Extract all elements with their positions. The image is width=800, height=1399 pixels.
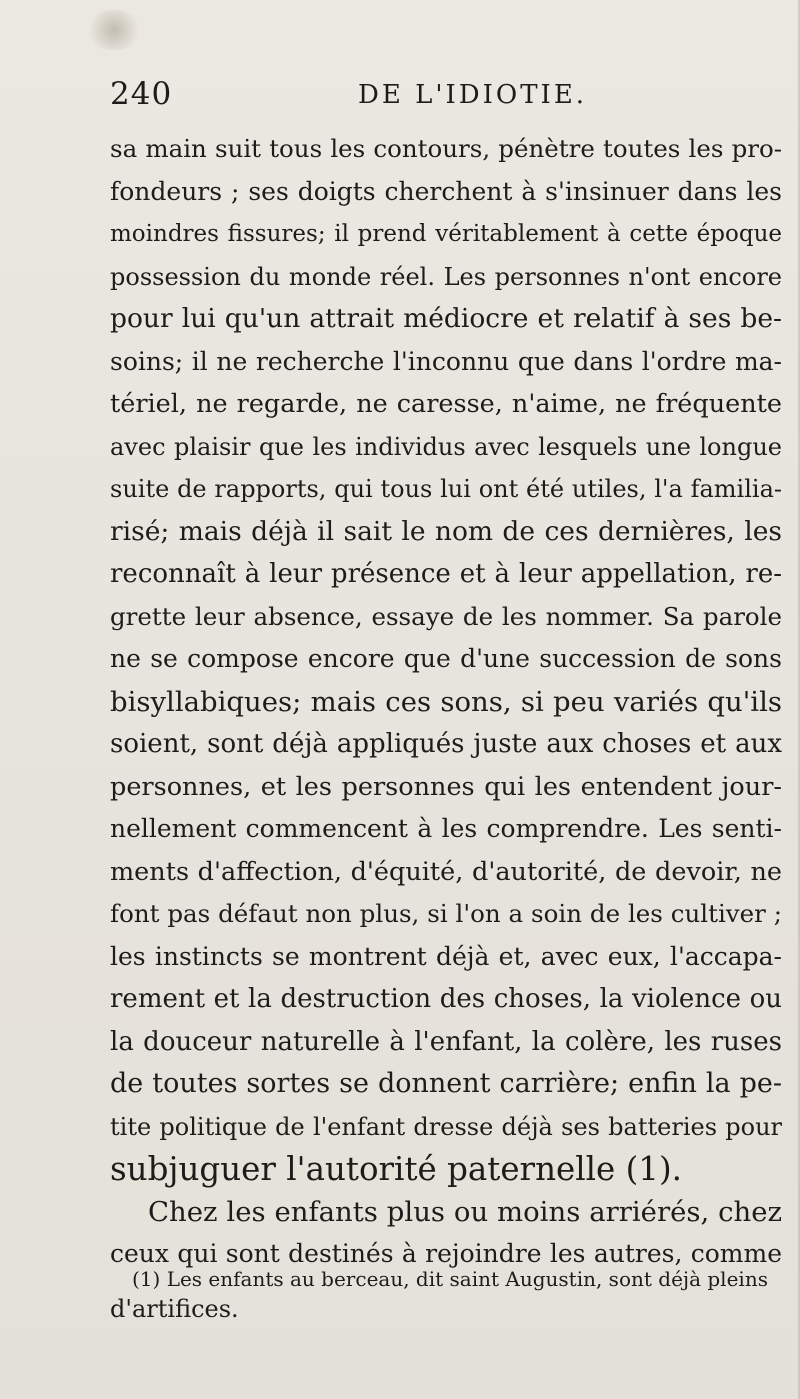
text-line: ne se compose encore que d'une succession de sons [110, 644, 782, 673]
text-line: fondeurs ; ses doigts cherchent à s'insinuer dans les [110, 176, 782, 206]
text-line: rement et la destruction des choses, la violence ou [110, 984, 782, 1014]
text-line: soins; il ne recherche l'inconnu que dans l'ordre ma- [110, 346, 782, 376]
text-line: ceux qui sont destinés à rejoindre les autres, comme [110, 1239, 782, 1268]
footnote-line: (1) Les enfants au berceau, dit saint Augustin, sont déjà pleins [132, 1267, 768, 1291]
text-line: font pas défaut non plus, si l'on a soin de les cultiver ; [110, 899, 782, 928]
body-text [110, 128, 782, 1276]
footnotes [110, 1264, 782, 1324]
text-line: subjuguer l'autorité paternelle (1). [110, 1150, 682, 1188]
text-line: de toutes sortes se donnent carrière; enfin la pe- [110, 1068, 782, 1099]
text-line: moindres fissures; il prend véritablement à cette époque [110, 221, 782, 247]
running-head: DE L'IDIOTIE. [358, 80, 588, 110]
text-line: tériel, ne regarde, ne caresse, n'aime, ne fréquente [110, 389, 782, 419]
text-line: les instincts se montrent déjà et, avec eux, l'accapa- [110, 941, 782, 971]
text-line: soient, sont déjà appliqués juste aux choses et aux [110, 729, 782, 759]
footnote-line: d'artifices. [110, 1295, 239, 1323]
text-line: reconnaît à leur présence et à leur appellation, re- [110, 559, 782, 589]
text-line: nellement commencent à les comprendre. Les senti- [110, 814, 782, 843]
page-number: 240 [110, 76, 173, 112]
text-line: la douceur naturelle à l'enfant, la colère, les ruses [110, 1026, 782, 1057]
text-line: suite de rapports, qui tous lui ont été utiles, l'a familia- [110, 475, 782, 503]
text-line: ments d'affection, d'équité, d'autorité, de devoir, ne [110, 856, 782, 887]
text-line: personnes, et les personnes qui les entendent jour- [110, 771, 782, 802]
text-line: pour lui qu'un attrait médiocre et relatif à ses be- [110, 303, 782, 334]
text-line: grette leur absence, essaye de les nommer. Sa parole [110, 601, 782, 631]
text-line: bisyllabiques; mais ces sons, si peu variés qu'ils [110, 685, 782, 718]
paragraph-start-line: Chez les enfants plus ou moins arriérés, chez [148, 1195, 782, 1228]
text-line: avec plaisir que les individus avec lesquels une longue [110, 432, 782, 461]
text-line: tite politique de l'enfant dresse déjà ses batteries pour [110, 1112, 782, 1141]
text-line: risé; mais déjà il sait le nom de ces dernières, les [110, 515, 782, 547]
text-line: sa main suit tous les contours, pénètre toutes les pro- [110, 134, 782, 163]
text-line: possession du monde réel. Les personnes n'ont encore [110, 262, 782, 291]
paper-stain [84, 10, 144, 50]
